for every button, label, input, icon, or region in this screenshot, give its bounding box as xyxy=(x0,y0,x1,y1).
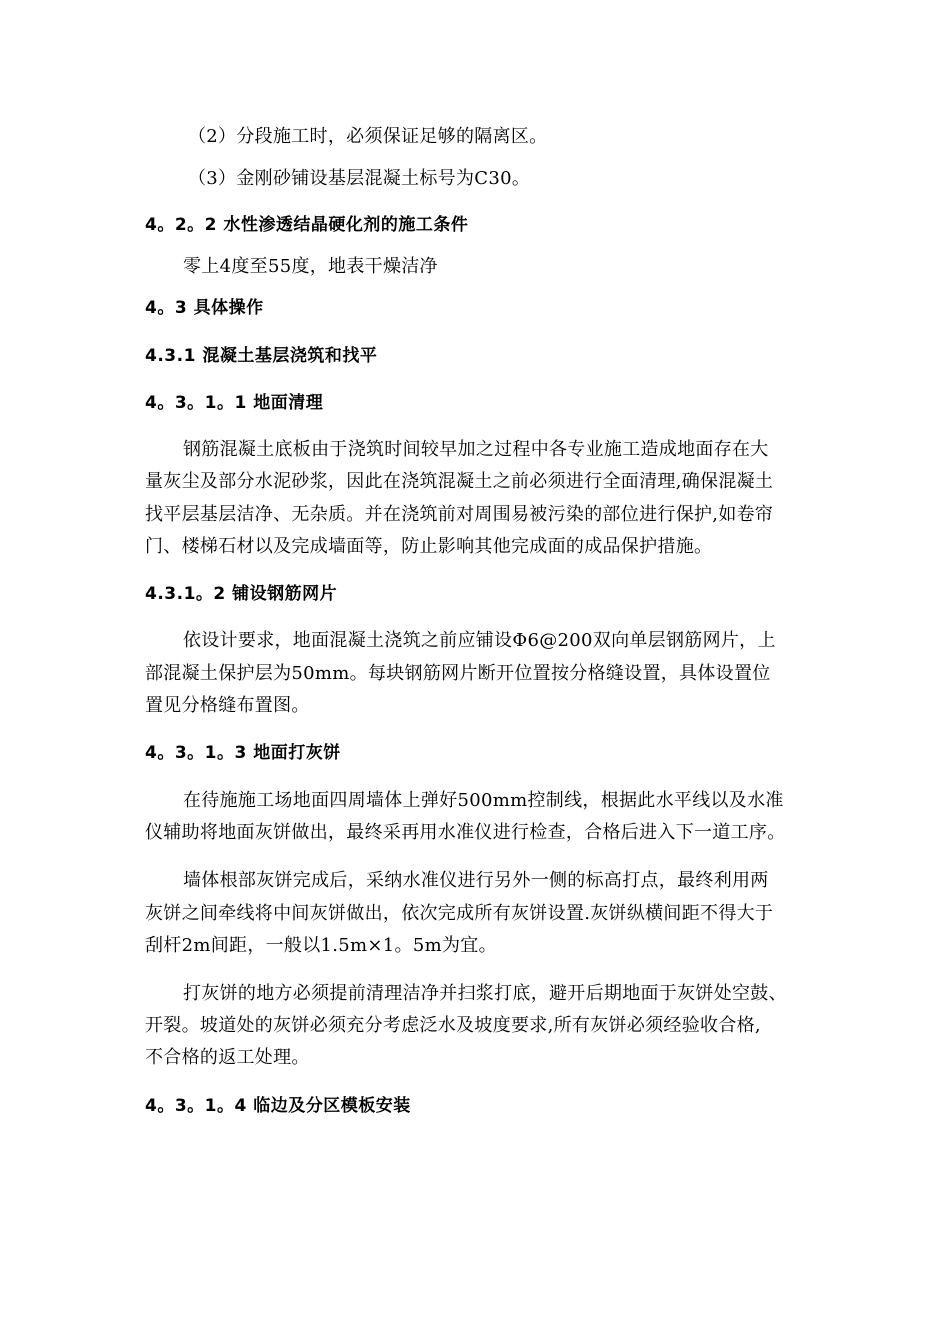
section-heading: 4。2。2 水性渗透结晶硬化剂的施工条件 xyxy=(145,215,469,235)
paragraph-line: 找平层基层洁净、无杂质。并在浇筑前对周围易被污染的部位进行保护,如卷帘 xyxy=(145,504,774,525)
paragraph-line: 置见分格缝布置图。 xyxy=(145,695,310,716)
section-heading: 4。3。1。1 地面清理 xyxy=(145,393,324,413)
section-heading: 4。3。1。3 地面打灰饼 xyxy=(145,743,341,763)
paragraph-line: 刮杆2m间距，一般以1.5m×1。5m为宜。 xyxy=(145,935,497,956)
paragraph-line: 开裂。坡道处的灰饼必须充分考虑泛水及坡度要求,所有灰饼必须经验收合格, xyxy=(145,1015,761,1036)
list-item: （3）金刚砂铺设基层混凝土标号为C30。 xyxy=(188,168,531,189)
paragraph-line: 打灰饼的地方必须提前清理洁净并扫浆打底，避开后期地面于灰饼处空鼓、 xyxy=(183,983,787,1004)
paragraph-line: 零上4度至55度，地表干燥洁净 xyxy=(183,256,438,277)
paragraph-line: 仪辅助将地面灰饼做出，最终采再用水准仪进行检查，合格后进入下一道工序。 xyxy=(145,822,786,843)
paragraph-line: 在待施施工场地面四周墙体上弹好500mm控制线，根据此水平线以及水准 xyxy=(183,790,784,811)
section-heading: 4.3.1 混凝土基层浇筑和找平 xyxy=(145,346,378,366)
paragraph-line: 不合格的返工处理。 xyxy=(145,1047,310,1068)
section-heading: 4。3 具体操作 xyxy=(145,298,264,318)
paragraph-line: 灰饼之间牵线将中间灰饼做出，依次完成所有灰饼设置.灰饼纵横间距不得大于 xyxy=(145,903,774,924)
section-heading: 4。3。1。4 临边及分区模板安装 xyxy=(145,1096,411,1116)
paragraph-line: 部混凝土保护层为50mm。每块钢筋网片断开位置按分格缝设置，具体设置位 xyxy=(145,663,771,684)
section-heading: 4.3.1。2 铺设钢筋网片 xyxy=(145,584,338,604)
paragraph-line: 依设计要求，地面混凝土浇筑之前应铺设Φ6@200双向单层钢筋网片，上 xyxy=(183,630,776,651)
paragraph-line: 墙体根部灰饼完成后，采纳水准仪进行另外一侧的标高打点，最终利用两 xyxy=(183,870,769,891)
paragraph-line: 量灰尘及部分水泥砂浆，因此在浇筑混凝土之前必须进行全面清理,确保混凝土 xyxy=(145,471,774,492)
list-item: （2）分段施工时，必须保证足够的隔离区。 xyxy=(188,126,548,147)
paragraph-line: 钢筋混凝土底板由于浇筑时间较早加之过程中各专业施工造成地面存在大 xyxy=(183,439,769,460)
paragraph-line: 门、楼梯石材以及完成墙面等，防止影响其他完成面的成品保护措施。 xyxy=(145,536,713,557)
